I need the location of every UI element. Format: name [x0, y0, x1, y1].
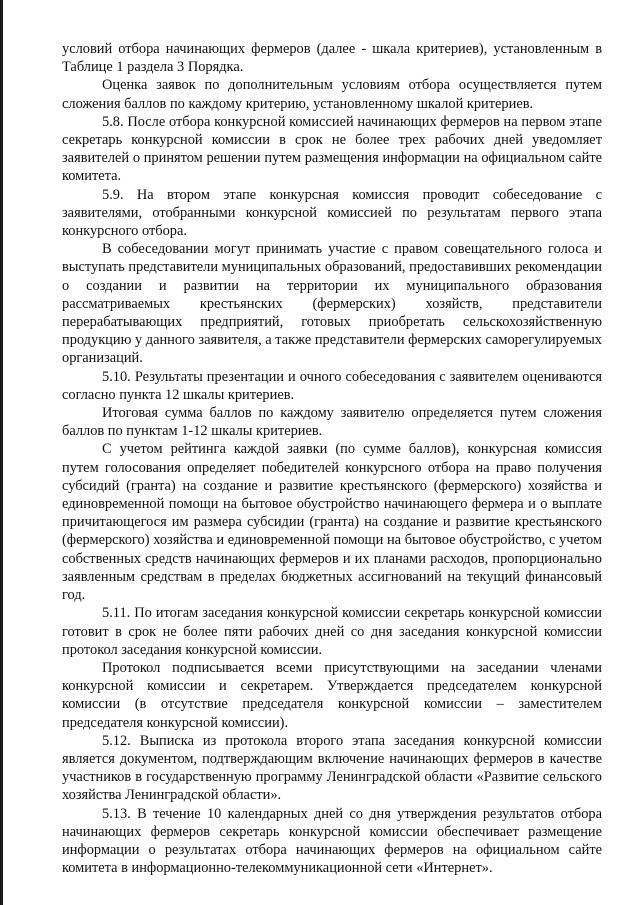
paragraph-5-12: 5.12. Выписка из протокола второго этапа заседания конкурсной комиссии является документом, подтверждающим включение начинающих фермеров в качестве участников в государственную программу Ленинградской области «Развитие сельского хозяйства Ленинградской области».	[62, 732, 602, 804]
paragraph-rating: С учетом рейтинга каждой заявки (по сумме баллов), конкурсная комиссия путем голосования определяет победителей конкурсного отбора на право получения субсидий (гранта) на создание и развитие крестьянского (фермерского) хозяйства и единовременной помощи на бытовое обустройство начинающего фермера и о выплате причитающегося им размера субсидии (гранта) на создание и развитие крестьянского (фермерского) хозяйства и единовременной помощи на бытовое обустройство, с учетом собственных средств начинающих фермеров и их планами расходов, пропорционально заявленным средствам в пределах бюджетных ассигнований на текущий финансовый год.	[62, 441, 602, 604]
scan-edge-border	[0, 0, 3, 905]
paragraph-interview-participants: В собеседовании могут принимать участие с правом совещательного голоса и выступать представители муниципальных образований, предоставивших рекомендации о создании и развитии на территории их муниципального образования рассматриваемых крестьянских (фермерских) хозяйств, представители перерабатывающих предприятий, готовых приобретать сельскохозяйственную продукцию у данного заявителя, а также представители фермерских саморегулируемых организаций.	[62, 241, 602, 367]
paragraph-5-10: 5.10. Результаты презентации и очного собеседования с заявителем оцениваются согласно пункта 12 шкалы критериев.	[62, 368, 602, 403]
paragraph-evaluation: Оценка заявок по дополнительным условиям отбора осуществляется путем сложения баллов по каждому критерию, установленному шкалой критериев.	[62, 77, 602, 112]
document-body	[62, 40, 602, 877]
paragraph-5-11: 5.11. По итогам заседания конкурсной комиссии секретарь конкурсной комиссии готовит в срок не более пяти рабочих дней со дня заседания конкурсной комиссии протокол заседания конкурсной комиссии.	[62, 605, 602, 658]
paragraph-5-13: 5.13. В течение 10 календарных дней со дня утверждения результатов отбора начинающих фермеров секретарь конкурсной комиссии обеспечивает размещение информации о результатах отбора начинающих фермеров на официальном сайте комитета в информационно-телекоммуникационной сети «Интернет».	[62, 805, 602, 877]
paragraph-5-9: 5.9. На втором этапе конкурсная комиссия проводит собеседование с заявителями, отобранными конкурсной комиссией по результатам первого этапа конкурсного отбора.	[62, 186, 602, 240]
paragraph-protocol-signing: Протокол подписывается всеми присутствующими на заседании членами конкурсной комиссии и секретарем. Утверждается председателем конкурсной комиссии (в отсутствие председателя конкурсной комиссии – заместителем председателя конкурсной комиссии).	[62, 659, 602, 731]
paragraph-total-score: Итоговая сумма баллов по каждому заявителю определяется путем сложения баллов по пунктам 1-12 шкалы критериев.	[62, 405, 602, 440]
paragraph-5-8: 5.8. После отбора конкурсной комиссией начинающих фермеров на первом этапе секретарь конкурсной комиссии в срок не более трех рабочих дней уведомляет заявителей о принятом решении путем размещения информации на официальном сайте комитета.	[62, 113, 602, 185]
paragraph-continuation: условий отбора начинающих фермеров (далее - шкала критериев), установленным в Таблице 1 раздела 3 Порядка.	[62, 41, 602, 76]
